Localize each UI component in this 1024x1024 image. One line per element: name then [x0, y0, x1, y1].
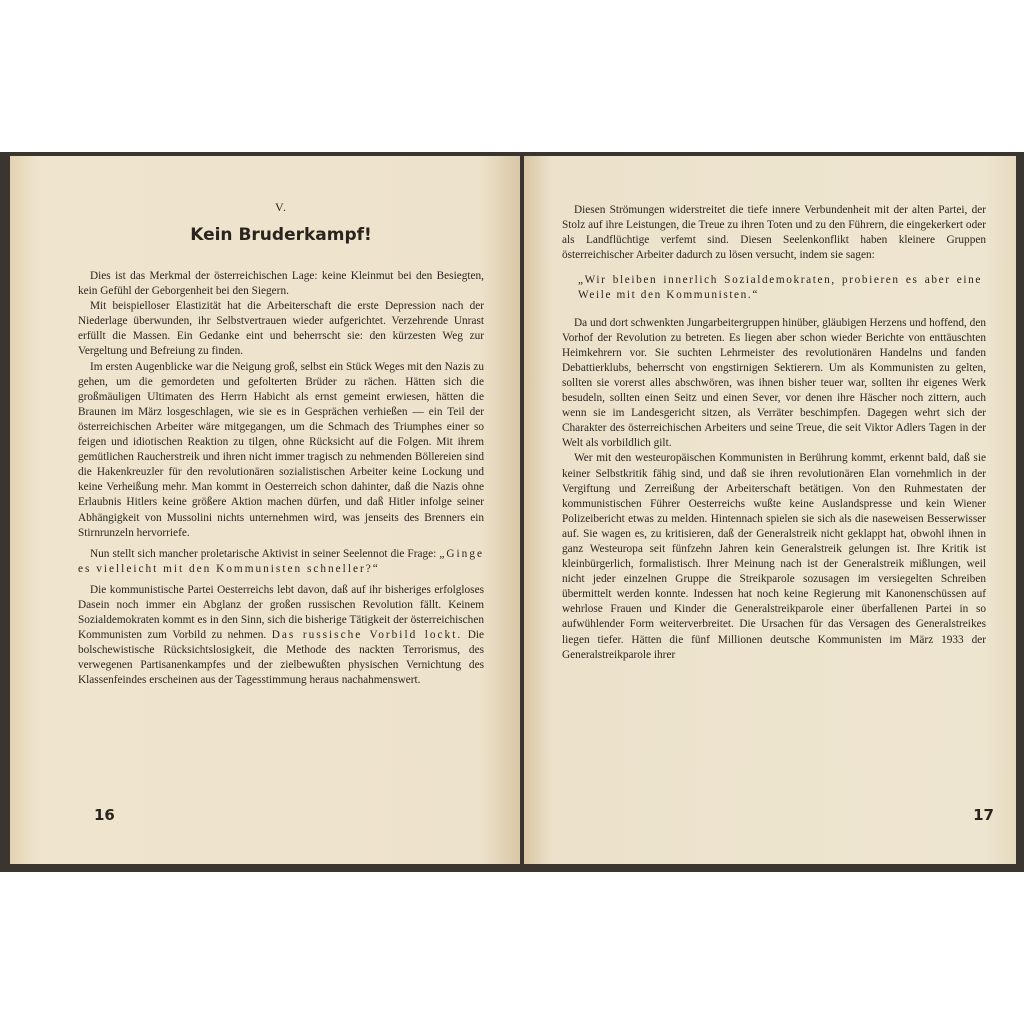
page-number: 16 — [94, 806, 115, 824]
paragraph-text: Die kommunistische Partei Oesterreichs lebt davon, daß auf ihr bisheriges erfolgloses Dasein noch immer ein Abglanz der großen russischen Revolution fällt. Keinem Sozialdemokraten kommt es in den Sinn, sich die bisherige Tätigkeit der österreichischen Kommunisten zum Vorbild zu nehmen. — [78, 583, 484, 642]
left-page — [10, 156, 520, 864]
page-number: 17 — [973, 806, 994, 824]
quote: „Wir bleiben innerlich Sozialdemokraten, probieren es aber eine Weile mit den Kommunisten.“ — [578, 274, 982, 302]
right-page — [524, 156, 1016, 864]
chapter-title: Kein Bruderkampf! — [190, 225, 372, 245]
paragraph-text: Die bolschewistische Rücksichtslosigkeit, die Methode des nackten Terrorismus, des verwegenen Partisanenkampfes und der zielbewußten physischen Vernichtung des Klassenfeindes erscheinen aus der Tagesstimmung heraus nachahmenswert. — [78, 629, 484, 687]
paragraph: Mit beispielloser Elastizität hat die Arbeiterschaft die erste Depression nach der Niederlage überwunden, ihr Selbstvertrauen wieder aufgerichtet. Verzehrende Unrast erfüllt die Massen. Ein Gedanke eint und beherrscht sie: den kürzesten Weg zur Vergeltung und Befreiung zu finden. — [78, 300, 484, 358]
paragraph-text: Nun stellt sich mancher proletarische Aktivist in seiner Seelennot die Frage: — [90, 547, 437, 560]
section-number: V. — [274, 200, 288, 214]
paragraph: Diesen Strömungen widerstreitet die tiefe innere Verbundenheit mit der alten Partei, der Stolz auf ihre Leistungen, die Treue zu ihren Toten und zu den Führern, die eingekerkert oder als Landflüchtige verfemt sind. Diesen Seelenkonflikt haben kleinere Gruppen österreichischer Arbeiter dadurch zu lösen versucht, indem sie sagen: — [562, 204, 986, 262]
paragraph — [78, 547, 484, 577]
paragraph — [78, 583, 484, 689]
emphasis-text: Das russische Vorbild lockt. — [271, 629, 463, 642]
paragraph: Dies ist das Merkmal der österreichischen Lage: keine Kleinmut bei den Besiegten, kein Gefühl der Geborgenheit bei den Siegern. — [78, 270, 484, 298]
question-text: „Ginge es vielleicht mit den Kommunisten schneller?“ — [78, 547, 484, 575]
paragraph: Da und dort schwenkten Jungarbeitergruppen hinüber, gläubigen Herzens und hoffend, den Vorhof der Revolution zu betreten. Es liegen aber schon wieder Berichte von enttäuschten Heimkehrern vor. Sie suchten Lehrmeister des revolutionären Handelns und fanden Debattierklubs, beherrscht von engstirnigen Sektierern. Um als Kommunisten zu gelten, sollten sie vorerst alles abschwören, was ihnen bisher teuer war, sollten ihr eigenes Werk besudeln, sollten einen Seitz und einen Sever, vor denen ihre Häscher noch zittern, auch wenn sie im Landesgericht sitzen, als Verräter beschimpfen. Dagegen wehrt sich der Charakter des österreichischen Arbeiters und seine Treue, die seit Viktor Adlers Tagen in der Welt als vorbildlich gilt. — [562, 316, 986, 450]
paragraph: Im ersten Augenblicke war die Neigung groß, selbst ein Stück Weges mit den Nazis zu gehen, um die gemordeten und gefolterten Brüder zu rächen. Hätten sich die großmäuligen Ultimaten des Herrn Habicht als ernst gemeint erwiesen, hätten die Braunen im März losgeschlagen, wie sie es in Gesprächen verhießen — ein Teil der österreichischen Arbeiter wäre mitgegangen, um die Schmach des Triumphes einer so feigen und idiotischen Reaktion zu tilgen, ohne Rücksicht auf die Folgen. Mit ihrem gemütlichen Raucherstreik und ihren nicht immer tragisch zu nehmenden Böllereien sind die Hakenkreuzler für den revolutionären sozialistischen Arbeiter keine Lockung und keine Verheißung mehr. Man kommt in Oesterreich schon dahinter, daß die Nazis ohne Erlaubnis Hitlers keine größere Aktion machen dürfen, und daß Hitler infolge seiner Abhängigkeit von Mussolini nichts unternehmen wird, was jenseits des Brenners ein Stirnrunzeln hervorriefe. — [78, 360, 484, 539]
paragraph: Wer mit den westeuropäischen Kommunisten in Berührung kommt, erkennt bald, daß sie keiner Selbstkritik fähig sind, und daß sie ihren revolutionären Elan vornehmlich in der Vergiftung und Zerreißung der Arbeiterschaft betätigen. Von den Ruhmestaten der kommunistischen Führer Oesterreichs wußte keine Auslandspresse und kein Wiener Polizeibericht etwas zu melden. Hintennach spielen sie sich als die naseweisen Besserwisser auf. Sie wagen es, zu kritisieren, daß der Generalstreik nicht geklappt hat, obwohl ihnen in ganz Westeuropa seit fünfzehn Jahren kein Generalstreik gelungen ist. Ihre Kritik ist kleinbürgerlich, formalistisch. Ihrer Meinung nach ist der Generalstreik mißlungen, weil nicht jeder einzelnen Gruppe die Streikparole sozusagen im versiegelten Schreiben übermittelt werden konnte. Indessen hat noch keine Regierung mit Kanonenschüssen auf wehrlose Frauen und Kinder die Generalstreikparole einer überfallenen Partei in so aufwühlender Form weiterverbreitet. Die Ursachen für das Versagen des Generalstreikes liegen tiefer. Hätten die fünf Millionen deutsche Kommunisten im März 1933 der Generalstreikparole ihrer — [562, 452, 986, 661]
